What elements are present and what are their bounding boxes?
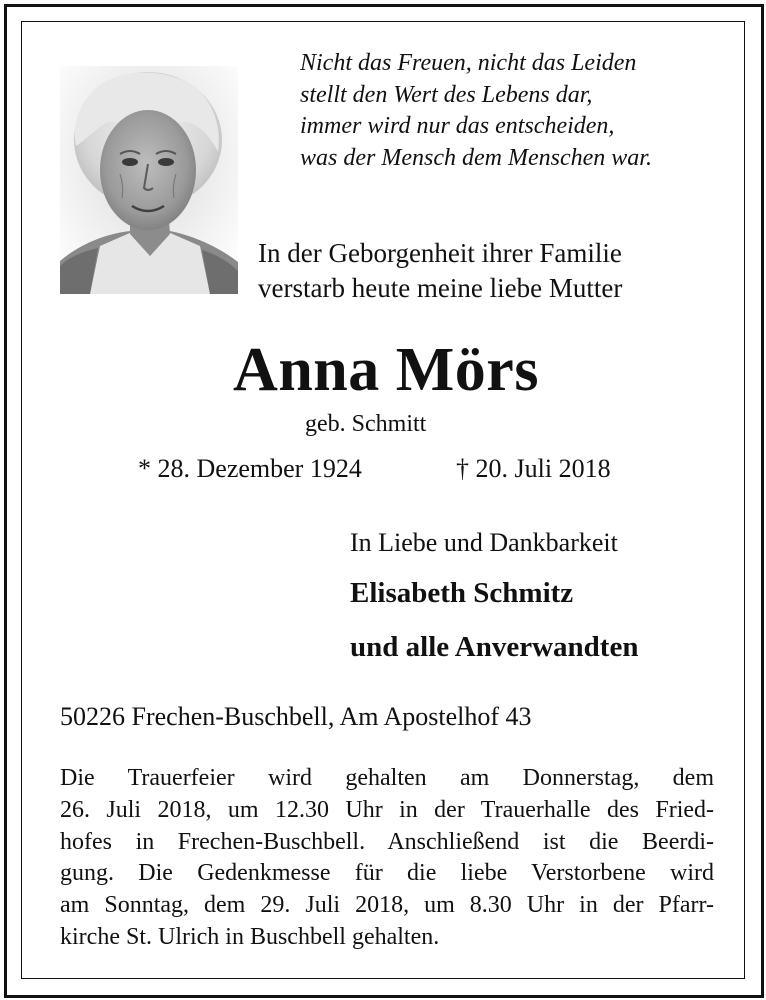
deceased-name: Anna Mörs: [233, 336, 539, 404]
portrait-photo: [60, 66, 238, 294]
mourner-name: und alle Anverwandten: [350, 631, 639, 663]
poem-line: stellt den Wert des Lebens dar,: [300, 81, 593, 108]
ceremony-line: kirche St. Ulrich in Buschbell gehalten.: [60, 923, 440, 950]
ceremony-line: hofes in Frechen-Buschbell. Anschließend ist die Beerdi-: [60, 828, 714, 855]
birth-date: * 28. Dezember 1924: [138, 454, 362, 483]
death-date: † 20. Juli 2018: [456, 454, 611, 483]
poem: [300, 48, 730, 174]
intro-text: [258, 236, 728, 306]
poem-line: Nicht das Freuen, nicht das Leiden: [300, 50, 637, 76]
mourner-name: Elisabeth Schmitz: [350, 577, 574, 609]
maiden-name: geb. Schmitt: [305, 411, 427, 437]
ceremony-line: am Sonntag, dem 29. Juli 2018, um 8.30 Uhr in der Pfarr-: [60, 892, 714, 919]
ceremony-line: gung. Die Gedenkmesse für die liebe Verstorbene wird: [60, 860, 714, 887]
mourners-intro: In Liebe und Dankbarkeit: [350, 528, 618, 557]
intro-line: verstarb heute meine liebe Mutter: [258, 273, 623, 303]
intro-line: In der Geborgenheit ihrer Familie: [258, 238, 622, 268]
poem-line: was der Mensch dem Menschen war.: [300, 144, 652, 171]
ceremony-line: 26. Juli 2018, um 12.30 Uhr in der Trauerhalle des Fried-: [60, 796, 714, 823]
ceremony-line: Die Trauerfeier wird gehalten am Donnerstag, dem: [60, 765, 714, 791]
ceremony-text: [60, 763, 714, 954]
poem-line: immer wird nur das entscheiden,: [300, 113, 615, 139]
family-address: 50226 Frechen-Buschbell, Am Apostelhof 43: [60, 702, 532, 731]
